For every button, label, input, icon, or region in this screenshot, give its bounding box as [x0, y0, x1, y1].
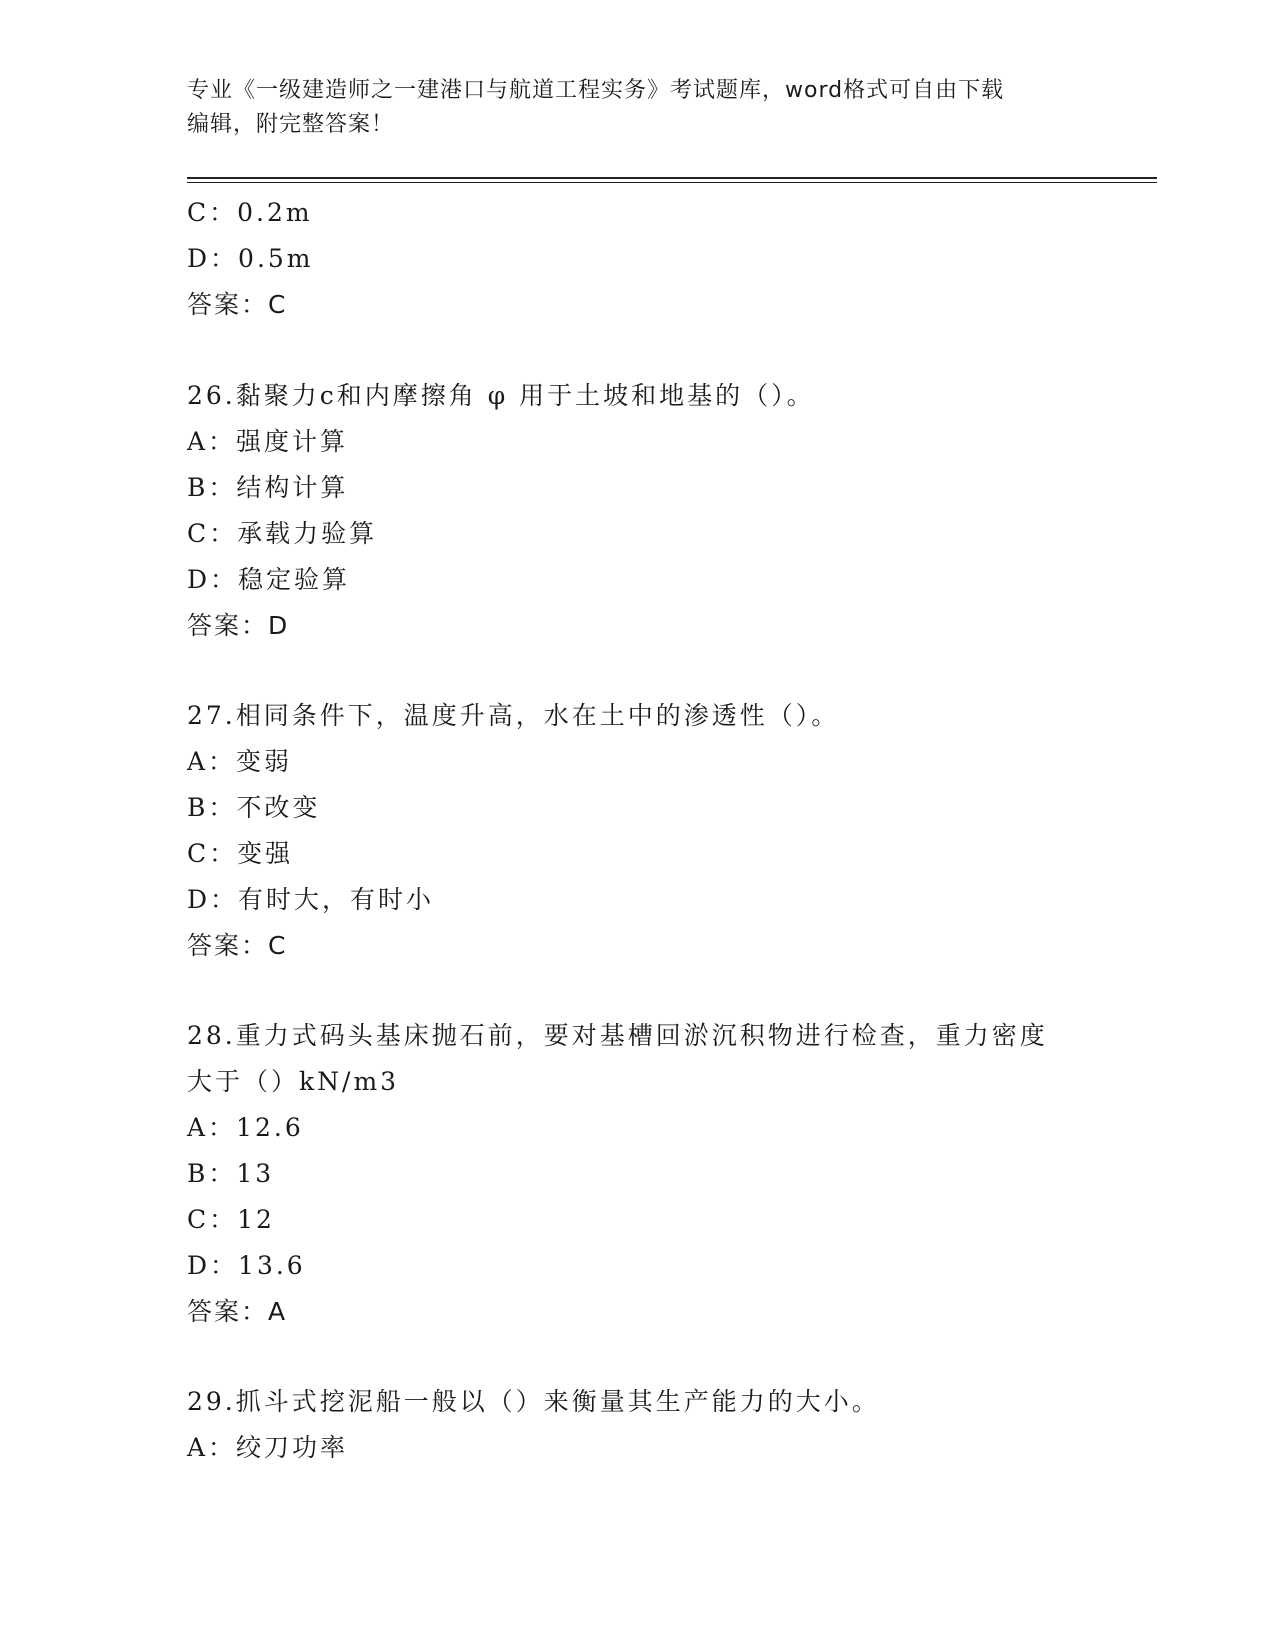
spacer — [187, 969, 1087, 1013]
option-c: C：承载力验算 — [187, 519, 378, 548]
spacer — [187, 328, 1087, 373]
spacer — [187, 1335, 1087, 1379]
answer-line: 答案：A — [187, 1297, 288, 1326]
question-stem-continued: 大于（）kN/m3 — [187, 1067, 400, 1096]
option-d: D：有时大，有时小 — [187, 885, 435, 914]
option-a: A：强度计算 — [187, 427, 349, 456]
option-c: C：0.2m — [187, 198, 313, 227]
header-title-line-2: 编辑，附完整答案！ — [187, 112, 395, 137]
question-stem: 26.黏聚力c和内摩擦角 φ 用于土坡和地基的（）。 — [187, 381, 815, 410]
question-stem: 27.相同条件下，温度升高，水在土中的渗透性（）。 — [187, 701, 840, 730]
option-c: C：12 — [187, 1205, 275, 1234]
option-a: A：绞刀功率 — [187, 1433, 349, 1462]
option-b: B：不改变 — [187, 793, 321, 822]
spacer — [187, 649, 1087, 693]
option-a: A：变弱 — [187, 747, 293, 776]
question-stem: 29.抓斗式挖泥船一般以（）来衡量其生产能力的大小。 — [187, 1387, 880, 1416]
option-c: C：变强 — [187, 839, 294, 868]
question-29 — [187, 1379, 1087, 1471]
option-d: D：稳定验算 — [187, 565, 351, 594]
option-d: D：13.6 — [187, 1251, 306, 1280]
question-26 — [187, 373, 1087, 649]
option-a: A：12.6 — [187, 1113, 304, 1142]
question-list — [187, 190, 1087, 1471]
header-divider-thick — [187, 177, 1157, 179]
header-divider-thin — [187, 182, 1157, 183]
question-28 — [187, 1013, 1087, 1335]
document-header — [187, 74, 1077, 142]
option-d: D：0.5m — [187, 244, 314, 273]
option-b: B：13 — [187, 1159, 275, 1188]
question-27 — [187, 693, 1087, 969]
question-stem: 28.重力式码头基床抛石前，要对基槽回淤沉积物进行检查，重力密度 — [187, 1021, 1048, 1050]
answer-line: 答案：C — [187, 931, 288, 960]
header-title-line-1: 专业《一级建造师之一建港口与航道工程实务》考试题库，word格式可自由下载 — [187, 78, 1005, 103]
answer-line: 答案：D — [187, 611, 290, 640]
option-b: B：结构计算 — [187, 473, 349, 502]
question-25-tail — [187, 190, 1087, 328]
answer-line: 答案：C — [187, 290, 288, 319]
